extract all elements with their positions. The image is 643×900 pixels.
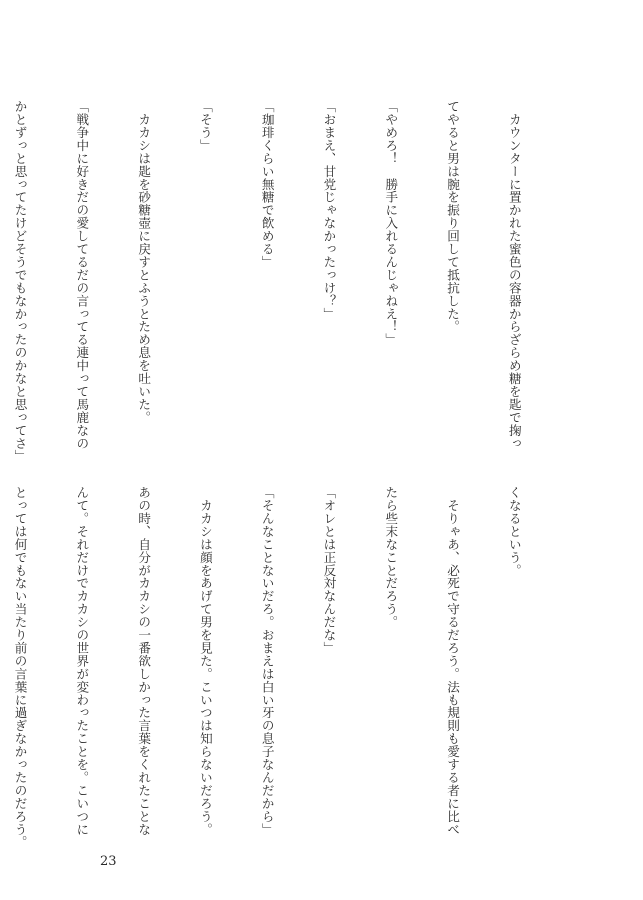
text-line: 「オレとは正反対なんだな」 (321, 486, 337, 655)
text-line: 「やめろ！ 勝手に入れるんじゃねえ！」 (383, 100, 399, 347)
text-line: んて。それだけでカカシの世界が変わったことを。こいつに (74, 486, 90, 836)
text-line: たら些末なことだろう。 (383, 486, 399, 629)
text-line: そりゃあ、必死で守るだろう。法も規則も愛する者に比べ (445, 486, 461, 836)
text-line: かとずっと思ってたけどそうでもなかったのかなと思ってさ」 (12, 100, 28, 463)
page-number: 23 (100, 854, 117, 869)
text-line: てやると男は腕を振り回して抵抗した。 (445, 100, 461, 334)
text-line: 「そんなことないだろ。おまえは白い牙の息子なんだから」 (259, 486, 275, 836)
text-line: カウンターに置かれた蜜色の容器からざらめ糖を匙で掬っ (506, 100, 522, 450)
text-line: あの時、自分がカカシの一番欲しかった言葉をくれたことな (136, 486, 152, 836)
text-line: 「戦争中に好きだの愛してるだの言ってる連中って馬鹿なの (74, 100, 90, 450)
text-line: 「そう」 (197, 100, 213, 152)
text-line: カカシは顔をあげて男を見た。こいつは知らないだろう。 (197, 486, 213, 836)
upper-text-column (12, 100, 565, 463)
text-line: とっては何でもない当たり前の言葉に過ぎなかったのだろう。 (12, 486, 28, 849)
text-line: 「珈琲くらい無糖で飲める」 (259, 100, 275, 269)
text-line: カカシは匙を砂糖壺に戻すとふうとため息を吐いた。 (136, 100, 152, 424)
lower-text-column (12, 486, 565, 849)
text-line: 「おまえ、甘党じゃなかったっけ？」 (321, 100, 337, 321)
text-line: くなるという。 (506, 486, 522, 577)
